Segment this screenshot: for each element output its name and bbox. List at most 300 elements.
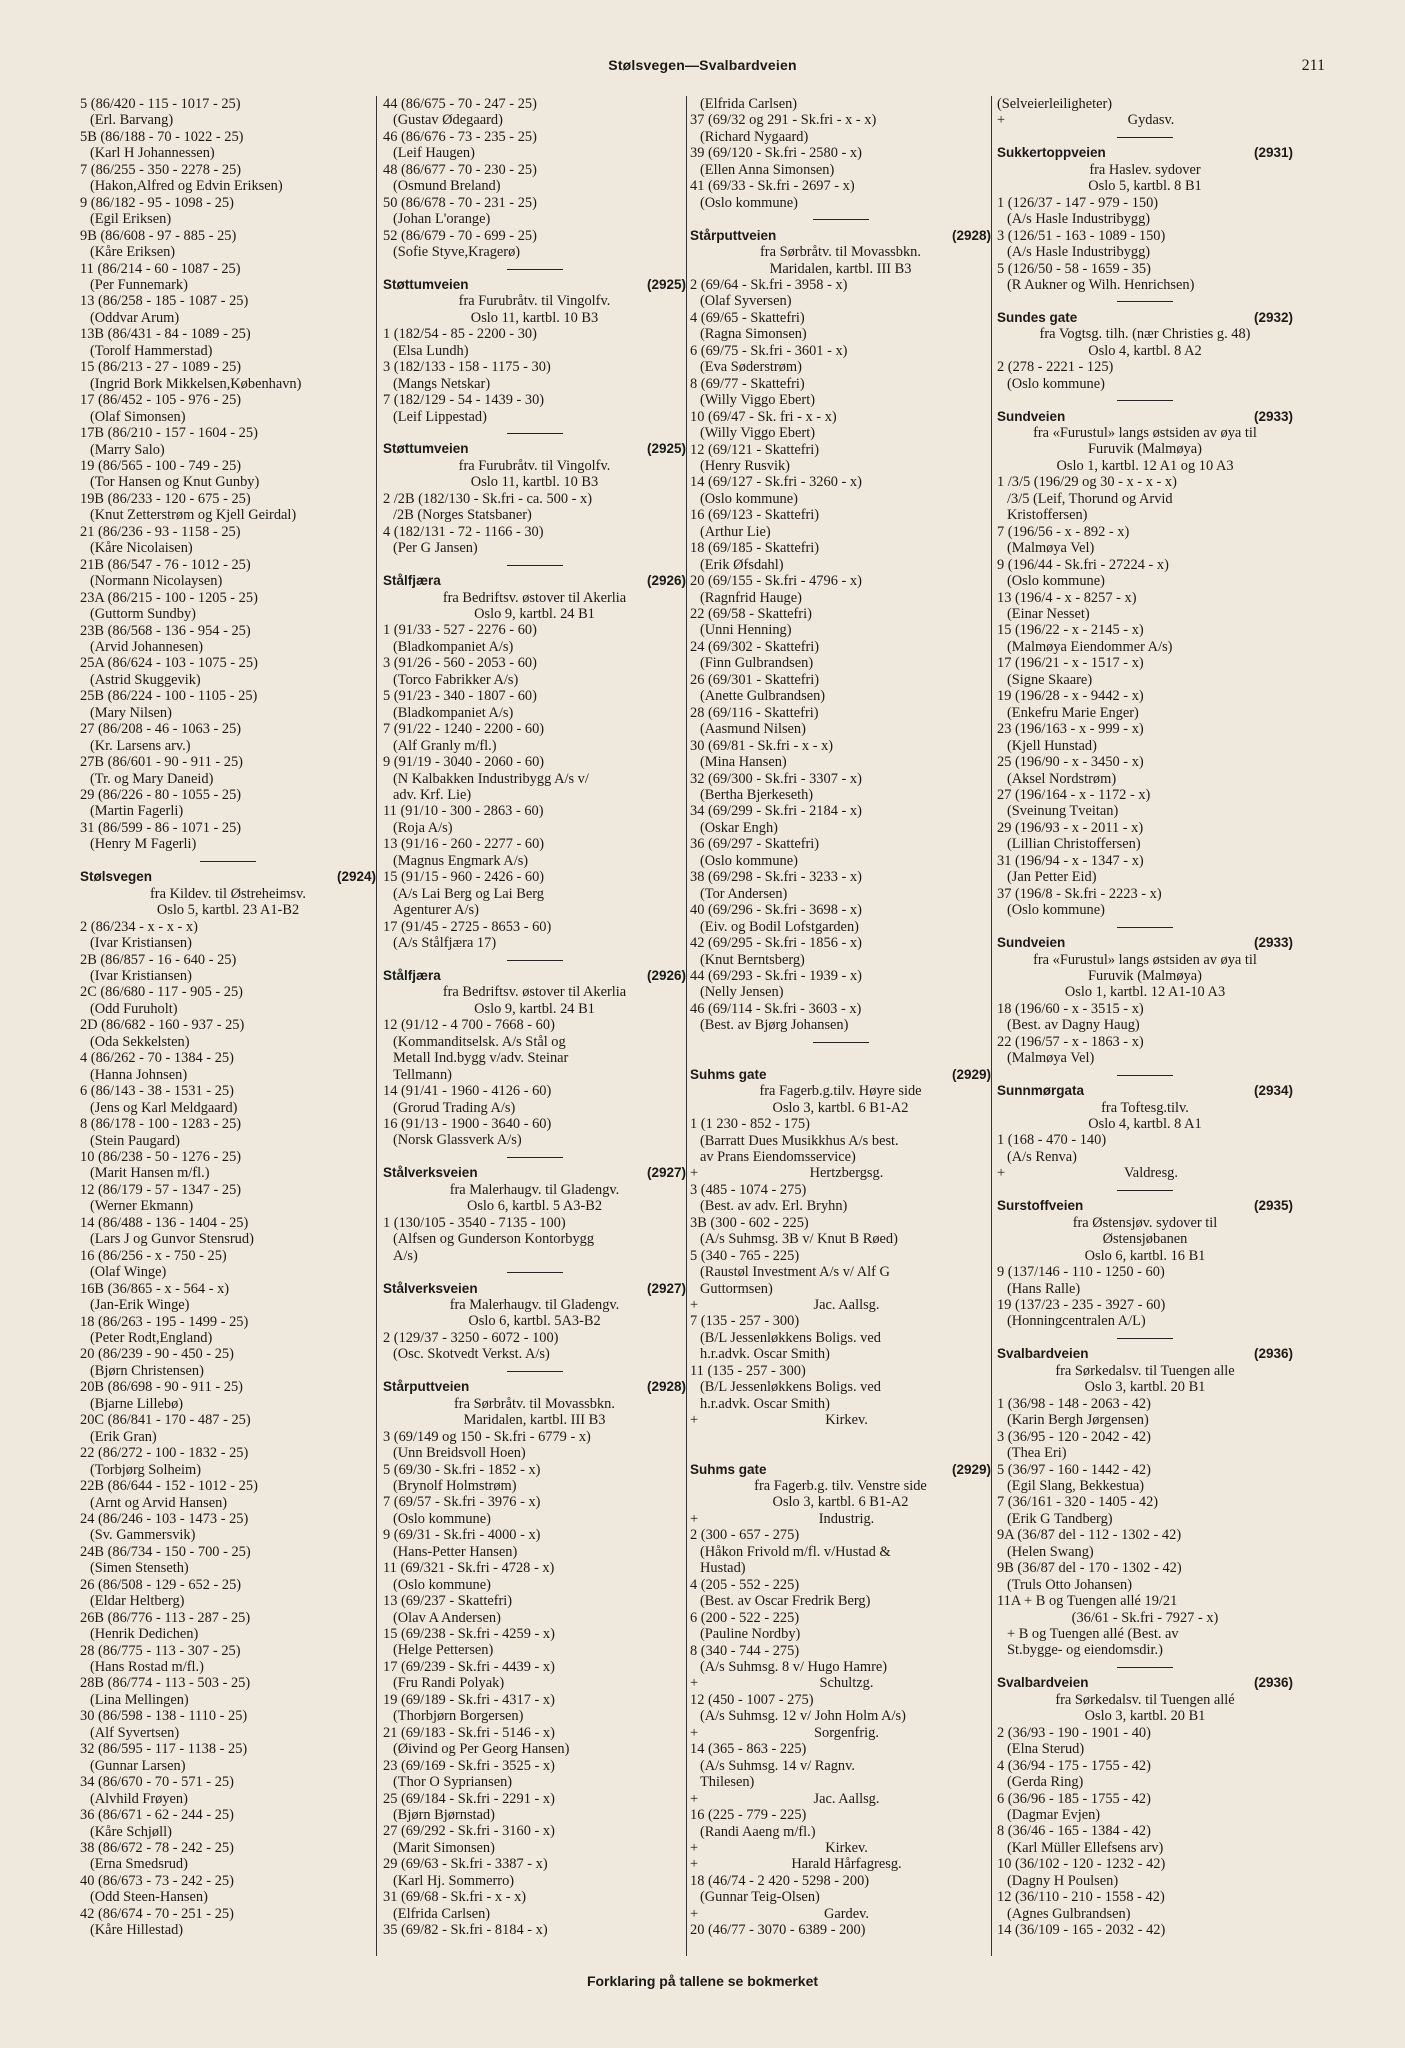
owner-line: (A/s Hasle Industribygg) [1007, 244, 1151, 261]
owner-line: (Olaf Syversen) [700, 293, 792, 310]
owner-line: (Gustav Ødegaard) [393, 112, 503, 129]
property-entry: 9 (86/182 - 95 - 1098 - 25) [80, 194, 234, 211]
spacer [690, 1429, 991, 1445]
column-4 [997, 96, 1293, 1956]
property-entry: 20 (86/239 - 90 - 450 - 25) [80, 1346, 234, 1363]
street-name: Stålverksveien [383, 1280, 478, 1296]
street-heading [997, 1198, 1293, 1214]
property-entry: 7 (196/56 - x - 892 - x) [997, 523, 1130, 540]
property-entry: 23 (196/163 - x - 999 - x) [997, 721, 1144, 738]
property-entry: 44 (86/675 - 70 - 247 - 25) [383, 96, 537, 112]
street-code: (2927) [646, 1280, 686, 1296]
property-entry: 16B (36/865 - x - 564 - x) [80, 1280, 230, 1297]
property-entry: 8 (36/46 - 165 - 1384 - 42) [997, 1823, 1151, 1840]
property-entry: 30 (69/81 - Sk.fri - x - x) [690, 737, 834, 754]
property-entry: 19 (137/23 - 235 - 3927 - 60) [997, 1296, 1166, 1313]
street-code: (2925) [646, 276, 686, 292]
property-entry: 24 (86/246 - 103 - 1473 - 25) [80, 1510, 249, 1527]
property-entry: 17 (91/45 - 2725 - 8653 - 60) [383, 918, 552, 935]
owner-line: (Elsa Lundh) [393, 342, 469, 359]
owner-line: (Oda Sekkelsten) [90, 1033, 190, 1050]
owner-line: (Marit Hansen m/fl.) [90, 1165, 210, 1182]
property-entry: 5 (126/50 - 58 - 1659 - 35) [997, 260, 1151, 277]
property-entry: 38 (86/672 - 78 - 242 - 25) [80, 1840, 234, 1857]
property-entry: 31 (196/94 - x - 1347 - x) [997, 852, 1144, 869]
street-heading [997, 935, 1293, 951]
property-entry: 8 (86/178 - 100 - 1283 - 25) [80, 1116, 242, 1133]
property-entry: 14 (365 - 863 - 225) [690, 1741, 807, 1758]
property-entry: 13 (86/258 - 185 - 1087 - 25) [80, 293, 249, 310]
owner-line: (Norsk Glassverk A/s) [393, 1132, 522, 1149]
street-code: (2926) [646, 967, 686, 983]
street-description: Oslo 3, kartbl. 20 B1 [1084, 1379, 1206, 1396]
owner-line: (Alfsen og Gunderson Kontorbygg [393, 1231, 595, 1248]
property-entry: 24 (69/302 - Skattefri) [690, 638, 820, 655]
owner-line: (Per Funnemark) [90, 276, 188, 293]
property-entry: 18 (86/263 - 195 - 1499 - 25) [80, 1313, 249, 1330]
property-entry: 5B (86/188 - 70 - 1022 - 25) [80, 128, 244, 145]
cross-street-name: Gardev. [823, 1905, 869, 1922]
property-entry: 34 (86/670 - 70 - 571 - 25) [80, 1774, 234, 1791]
property-entry: (Selveierleiligheter) [997, 96, 1113, 112]
owner-line: (Oslo kommune) [393, 1576, 491, 1593]
owner-line: (Unni Henning) [700, 622, 792, 639]
property-entry: 3 (485 - 1074 - 275) [690, 1181, 807, 1198]
cross-street-name: Kirkev. [825, 1839, 868, 1856]
street-description: fra Sørbråtv. til Movassbkn. [454, 1395, 615, 1412]
cross-street-line [690, 1856, 991, 1872]
street-heading [997, 145, 1293, 161]
street-description: fra Furubråtv. til Vingolfv. [458, 457, 611, 474]
property-entry: 32 (86/595 - 117 - 1138 - 25) [80, 1741, 248, 1758]
property-entry: 31 (69/68 - Sk.fri - x - x) [383, 1889, 527, 1906]
street-description: fra «Furustul» langs østsiden av øya til [1033, 425, 1257, 442]
property-entry: 24B (86/734 - 150 - 700 - 25) [80, 1543, 251, 1560]
property-entry: 34 (69/299 - Sk.fri - 2184 - x) [690, 803, 862, 820]
owner-line: (Karl Müller Ellefsens arv) [1007, 1839, 1164, 1856]
owner-line: (Best. av Oscar Fredrik Berg) [700, 1593, 871, 1610]
property-entry: 12 (36/110 - 210 - 1558 - 42) [997, 1889, 1165, 1906]
section-divider [997, 129, 1293, 145]
owner-line: (Alf Granly m/fl.) [393, 737, 497, 754]
owner-line: (Tor Hansen og Knut Gunby) [90, 474, 260, 491]
owner-line: (Eva Søderstrøm) [700, 359, 802, 376]
owner-line: (Malmøya Eiendommer A/s) [1007, 638, 1173, 655]
property-entry: 19 (196/28 - x - 9442 - x) [997, 688, 1144, 705]
owner-line: (Malmøya Vel) [1007, 540, 1095, 557]
street-heading [80, 869, 376, 885]
owner-line: (Kåre Hillestad) [90, 1922, 184, 1939]
street-code: (2933) [1253, 408, 1293, 424]
property-entry: 14 (69/127 - Sk.fri - 3260 - x) [690, 474, 862, 491]
street-description: Oslo 9, kartbl. 24 B1 [474, 1000, 595, 1017]
property-entry: 39 (69/120 - Sk.fri - 2580 - x) [690, 145, 862, 162]
owner-line: (Oslo kommune) [700, 194, 798, 211]
property-entry: 35 (69/82 - Sk.fri - 8184 - x) [383, 1922, 548, 1939]
property-entry: 17 (86/452 - 105 - 976 - 25) [80, 392, 242, 409]
property-entry: 23 (69/169 - Sk.fri - 3525 - x) [383, 1757, 555, 1774]
owner-line: (A/s Lai Berg og Lai Berg [393, 885, 544, 902]
street-description: fra Furubråtv. til Vingolfv. [458, 293, 611, 310]
owner-line: (Oslo kommune) [700, 490, 798, 507]
street-heading [997, 310, 1293, 326]
owner-line: (A/s Stålfjæra 17) [393, 935, 497, 952]
property-entry: 5 (36/97 - 160 - 1442 - 42) [997, 1461, 1151, 1478]
street-heading [383, 1165, 686, 1181]
owner-line: (Knut Berntsberg) [700, 951, 805, 968]
owner-line: (Roja A/s) [393, 819, 453, 836]
owner-line: (A/s Suhmsg. 12 v/ John Holm A/s) [700, 1708, 906, 1725]
owner-line: (Brynolf Holmstrøm) [393, 1477, 517, 1494]
owner-line: (Henry M Fagerli) [90, 836, 197, 853]
property-entry: 25B (86/224 - 100 - 1105 - 25) [80, 688, 258, 705]
property-entry: 10 (86/238 - 50 - 1276 - 25) [80, 1148, 242, 1165]
owner-line: (Helge Pettersen) [393, 1642, 494, 1659]
section-divider [997, 1659, 1293, 1675]
owner-line: (Osc. Skotvedt Verkst. A/s) [393, 1346, 550, 1363]
owner-line: (Johan L'orange) [393, 211, 491, 228]
property-entry: 13 (91/16 - 260 - 2277 - 60) [383, 836, 545, 853]
property-entry: 40 (69/296 - Sk.fri - 3698 - x) [690, 902, 862, 919]
owner-line: Tellmann) [393, 1066, 452, 1083]
owner-line: (Osmund Breland) [393, 178, 501, 195]
street-name: Svalbardveien [997, 1346, 1089, 1362]
street-name: Stålfjæra [383, 967, 441, 983]
cross-street-line [690, 1165, 991, 1181]
owner-line: (Egil Eriksen) [90, 211, 172, 228]
street-description: fra Malerhaugv. til Gladengv. [449, 1296, 620, 1313]
owner-line: (Einar Nesset) [1007, 606, 1090, 622]
property-entry: 2 (129/37 - 3250 - 6072 - 100) [383, 1329, 559, 1346]
owner-line: (Kommanditselsk. A/s Stål og [393, 1033, 566, 1050]
property-entry: 12 (69/121 - Skattefri) [690, 441, 820, 458]
property-entry: 5 (91/23 - 340 - 1807 - 60) [383, 688, 537, 705]
property-entry: 40 (86/673 - 73 - 242 - 25) [80, 1872, 234, 1889]
property-entry: 52 (86/679 - 70 - 699 - 25) [383, 227, 537, 244]
property-entry: 9A (36/87 del - 112 - 1302 - 42) [997, 1527, 1182, 1544]
owner-line: (Raustøl Investment A/s v/ Alf G [700, 1264, 890, 1281]
owner-line: (Eldar Heltberg) [90, 1593, 185, 1610]
owner-line: (Kåre Schjøll) [90, 1823, 172, 1840]
property-entry: 22 (69/58 - Skattefri) [690, 606, 812, 623]
page-number: 211 [1301, 57, 1325, 74]
property-entry: 6 (200 - 522 - 225) [690, 1609, 800, 1626]
property-entry: 2 (86/234 - x - x - x) [80, 918, 198, 935]
owner-line: (Ivar Kristiansen) [90, 968, 192, 984]
property-entry: 42 (69/295 - Sk.fri - 1856 - x) [690, 935, 862, 952]
owner-line: (Erik Gran) [90, 1428, 157, 1445]
property-entry: 9 (69/31 - Sk.fri - 4000 - x) [383, 1527, 541, 1544]
plus-marker: + [690, 1905, 699, 1922]
section-divider [80, 853, 376, 869]
owner-line: (Astrid Skuggevik) [90, 671, 201, 688]
owner-line: (Oslo kommune) [700, 852, 798, 869]
cross-street-line [997, 1165, 1293, 1181]
street-code: (2933) [1253, 935, 1293, 951]
owner-line: (Best. av Dagny Haug) [1007, 1017, 1140, 1034]
owner-line: Kristoffersen) [1007, 507, 1088, 524]
plus-marker: + [690, 1839, 699, 1856]
owner-line: (Oslo kommune) [1007, 902, 1105, 919]
property-entry: 12 (86/179 - 57 - 1347 - 25) [80, 1181, 242, 1198]
property-entry: 28B (86/774 - 113 - 503 - 25) [80, 1675, 251, 1692]
street-description: (36/61 - Sk.fri - 7927 - x) [1071, 1609, 1219, 1626]
property-entry: 1 (91/33 - 527 - 2276 - 60) [383, 622, 537, 639]
owner-line: (Henrik Dedichen) [90, 1626, 199, 1643]
property-entry: 27 (69/292 - Sk.fri - 3160 - x) [383, 1823, 555, 1840]
owner-line: (Karl H Johannessen) [90, 145, 215, 162]
property-entry: 16 (86/256 - x - 750 - 25) [80, 1247, 227, 1264]
property-entry: 9B (86/608 - 97 - 885 - 25) [80, 227, 237, 244]
spacer [690, 1445, 991, 1461]
owner-line: (Mary Nilsen) [90, 704, 172, 721]
owner-line: (Jens og Karl Meldgaard) [90, 1099, 238, 1116]
owner-line: (Helen Swang) [1007, 1543, 1094, 1560]
property-entry: 2B (86/857 - 16 - 640 - 25) [80, 951, 237, 968]
street-description: fra Sørbråtv. til Movassbkn. [760, 244, 921, 261]
owner-line: (Kjell Hunstad) [1007, 737, 1097, 754]
owner-line: adv. Krf. Lie) [393, 786, 472, 803]
street-description: Oslo 4, kartbl. 8 A1 [1088, 1116, 1202, 1133]
owner-line: (Oddvar Arum) [90, 309, 180, 326]
street-code: (2929) [951, 1066, 991, 1082]
property-entry: 5 (340 - 765 - 225) [690, 1247, 800, 1264]
owner-line: (A/s Hasle Industribygg) [1007, 211, 1151, 228]
owner-line: (Øivind og Per Georg Hansen) [393, 1741, 570, 1758]
owner-line: (Olaf Simonsen) [90, 408, 186, 425]
owner-line: (Tor Andersen) [700, 885, 788, 902]
plus-marker: + [690, 1165, 699, 1182]
owner-line: (Best. av Bjørg Johansen) [700, 1017, 849, 1034]
property-entry: 9 (196/44 - Sk.fri - 27224 - x) [997, 556, 1169, 573]
property-entry: 14 (91/41 - 1960 - 4126 - 60) [383, 1083, 552, 1100]
property-entry: 28 (69/116 - Skattefri) [690, 704, 819, 721]
property-entry: 2 (36/93 - 190 - 1901 - 40) [997, 1724, 1151, 1741]
street-description: Oslo 11, kartbl. 10 B3 [470, 474, 599, 491]
street-description: Furuvik (Malmøya) [1088, 967, 1202, 984]
owner-line: (Per G Jansen) [393, 540, 478, 557]
owner-line: (Erna Smedsrud) [90, 1856, 188, 1873]
property-entry: 36 (69/297 - Skattefri) [690, 836, 820, 853]
street-code: (2927) [646, 1165, 686, 1181]
owner-line: (Jan Petter Eid) [1007, 869, 1097, 886]
owner-line: (Hans Ralle) [1007, 1280, 1081, 1297]
property-entry: 9B (36/87 del - 170 - 1302 - 42) [997, 1560, 1182, 1577]
street-description: Oslo 3, kartbl. 20 B1 [1084, 1708, 1206, 1725]
street-heading [997, 1675, 1293, 1691]
street-name: Stårputtveien [383, 1379, 470, 1395]
plus-marker: + [690, 1724, 699, 1741]
property-entry: 7 (69/57 - Sk.fri - 3976 - x) [383, 1494, 541, 1511]
street-code: (2929) [951, 1461, 991, 1477]
owner-line: (Simen Stenseth) [90, 1560, 189, 1577]
owner-line: (Karl Hj. Sommerro) [393, 1872, 515, 1889]
cross-street-name: Jac. Aallsg. [813, 1297, 880, 1314]
owner-line: (Agnes Gulbrandsen) [1007, 1905, 1131, 1922]
owner-line: (Sofie Styve,Kragerø) [393, 244, 521, 261]
owner-line: (B/L Jessenløkkens Boligs. ved [700, 1379, 881, 1396]
cross-street-name: Hertzbergsg. [809, 1165, 884, 1182]
property-entry: 22 (86/272 - 100 - 1832 - 25) [80, 1445, 249, 1462]
street-description: fra Vogtsg. tilh. (nær Christies g. 48) [1039, 326, 1251, 343]
street-description: Oslo 3, kartbl. 6 B1-A2 [772, 1099, 909, 1116]
street-heading [383, 1379, 686, 1395]
owner-line: (N Kalbakken Industribygg A/s v/ [393, 770, 589, 787]
property-entry: 32 (69/300 - Sk.fri - 3307 - x) [690, 770, 862, 787]
property-entry: 7 (182/129 - 54 - 1439 - 30) [383, 392, 545, 409]
owner-line: (Arvid Johannesen) [90, 638, 204, 655]
owner-line: (Grorud Trading A/s) [393, 1099, 516, 1116]
property-entry: 22B (86/644 - 152 - 1012 - 25) [80, 1478, 258, 1495]
street-name: Stålfjæra [383, 573, 441, 589]
owner-line: (Elfrida Carlsen) [393, 1905, 491, 1922]
street-name: Surstoffveien [997, 1198, 1084, 1214]
cross-street-name: Jac. Aallsg. [813, 1790, 880, 1807]
street-heading [997, 1346, 1293, 1362]
property-entry: 1 (182/54 - 85 - 2200 - 30) [383, 326, 537, 343]
street-description: fra Malerhaugv. til Gladengv. [449, 1181, 620, 1198]
owner-line: (Enkefru Marie Enger) [1007, 704, 1139, 721]
section-divider [997, 1067, 1293, 1083]
property-entry: 7 (135 - 257 - 300) [690, 1313, 800, 1330]
property-entry: 23A (86/215 - 100 - 1205 - 25) [80, 589, 258, 606]
owner-line: (B/L Jessenløkkens Boligs. ved [700, 1329, 881, 1346]
section-divider [383, 1264, 686, 1280]
street-name: Stølsvegen [80, 869, 153, 885]
property-entry: 4 (36/94 - 175 - 1755 - 42) [997, 1757, 1151, 1774]
property-entry: 37 (196/8 - Sk.fri - 2223 - x) [997, 885, 1162, 902]
owner-line: (Erl. Barvang) [90, 112, 174, 129]
property-entry: 15 (196/22 - x - 2145 - x) [997, 622, 1144, 639]
street-description: fra Fagerb.g.tilv. Høyre side [759, 1083, 922, 1100]
section-divider [690, 211, 991, 227]
property-entry: 21 (86/236 - 93 - 1158 - 25) [80, 523, 241, 540]
street-name: Svalbardveien [997, 1675, 1089, 1691]
owner-line: (A/s Suhmsg. 3B v/ Knut B Røed) [700, 1231, 898, 1248]
directory-columns [80, 96, 1320, 1956]
cross-street-name: Harald Hårfagresg. [791, 1856, 902, 1873]
street-description: Østensjøbanen [1102, 1231, 1188, 1248]
footer-note: Forklaring på tallene se bokmerket [586, 1973, 819, 1989]
owner-line: h.r.advk. Oscar Smith) [700, 1395, 830, 1412]
owner-line: (Truls Otto Johansen) [1007, 1576, 1132, 1593]
owner-line: (Odd Steen-Hansen) [90, 1889, 208, 1906]
property-entry: 11A + B og Tuengen allé 19/21 [997, 1593, 1178, 1610]
column-2 [383, 96, 687, 1956]
street-description: fra Sørkedalsv. til Tuengen alle [1055, 1362, 1235, 1379]
section-divider [997, 392, 1293, 408]
street-code: (2928) [951, 227, 991, 243]
owner-line: av Prans Eiendomsservice) [700, 1148, 856, 1165]
section-divider [690, 1034, 991, 1050]
owner-line: (Nelly Jensen) [700, 984, 784, 1001]
cross-street-line [690, 1511, 991, 1527]
plus-marker: + [997, 1165, 1006, 1182]
street-code: (2931) [1253, 145, 1293, 161]
street-description: fra Østensjøv. sydover til [1072, 1214, 1218, 1231]
street-heading [997, 409, 1293, 425]
street-description: Oslo 6, kartbl. 5 A3-B2 [466, 1198, 603, 1215]
street-code: (2928) [646, 1379, 686, 1395]
property-entry: 6 (86/143 - 38 - 1531 - 25) [80, 1083, 234, 1100]
property-entry: 11 (86/214 - 60 - 1087 - 25) [80, 260, 241, 277]
owner-line: (Stein Paugard) [90, 1132, 180, 1149]
property-entry: 7 (36/161 - 320 - 1405 - 42) [997, 1494, 1159, 1511]
owner-line: (Anette Gulbrandsen) [700, 688, 826, 705]
owner-line: + B og Tuengen allé (Best. av [1007, 1626, 1179, 1643]
property-entry: 2 (300 - 657 - 275) [690, 1527, 800, 1544]
owner-line: (Håkon Frivold m/fl. v/Hustad & [700, 1543, 891, 1560]
owner-line: (Hans Rostad m/fl.) [90, 1659, 204, 1676]
owner-line: (Arnt og Arvid Hansen) [90, 1494, 228, 1511]
owner-line: (Lillian Christoffersen) [1007, 836, 1141, 853]
cross-street-line [997, 112, 1293, 128]
cross-street-line [690, 1725, 991, 1741]
property-entry: 48 (86/677 - 70 - 230 - 25) [383, 161, 537, 178]
property-entry: 14 (36/109 - 165 - 2032 - 42) [997, 1922, 1166, 1939]
owner-line: (Gunnar Larsen) [90, 1757, 186, 1774]
cross-street-name: Industrig. [818, 1510, 875, 1527]
property-entry: 1 /3/5 (196/29 og 30 - x - x - x) [997, 474, 1177, 491]
property-entry: 29 (196/93 - x - 2011 - x) [997, 819, 1144, 836]
property-entry: 16 (91/13 - 1900 - 3640 - 60) [383, 1116, 552, 1133]
owner-line: (Oslo kommune) [393, 1510, 491, 1527]
street-description: Oslo 6, kartbl. 5A3-B2 [468, 1313, 601, 1330]
street-description: Oslo 6, kartbl. 16 B1 [1084, 1247, 1206, 1264]
owner-line: (Willy Viggo Ebert) [700, 392, 815, 409]
owner-line: (Hans-Petter Hansen) [393, 1543, 518, 1560]
property-entry: 17B (86/210 - 157 - 1604 - 25) [80, 425, 258, 442]
property-entry: 23B (86/568 - 136 - 954 - 25) [80, 622, 251, 639]
street-name: Støttumveien [383, 441, 469, 457]
street-heading [690, 1067, 991, 1083]
owner-line: (Ivar Kristiansen) [90, 935, 192, 952]
property-entry: 17 (69/239 - Sk.fri - 4439 - x) [383, 1658, 555, 1675]
property-entry: 46 (69/114 - Sk.fri - 3603 - x) [690, 1000, 862, 1017]
owner-line: (Dagny H Poulsen) [1007, 1872, 1119, 1889]
owner-line: Agenturer A/s) [393, 902, 479, 919]
owner-line: (Marit Simonsen) [393, 1839, 495, 1856]
property-entry: 1 (168 - 470 - 140) [997, 1132, 1107, 1149]
owner-line: (Tr. og Mary Daneid) [90, 770, 214, 787]
owner-line: (Ragnfrid Hauge) [700, 589, 802, 606]
cross-street-name: Gydasv. [1127, 112, 1175, 129]
cross-street-name: Valdresg. [1124, 1165, 1178, 1182]
property-entry: 21 (69/183 - Sk.fri - 5146 - x) [383, 1724, 555, 1741]
owner-line: h.r.advk. Oscar Smith) [700, 1346, 830, 1363]
owner-line: (Thea Eri) [1007, 1445, 1067, 1462]
owner-line: (Olav A Andersen) [393, 1609, 501, 1626]
property-entry: 17 (196/21 - x - 1517 - x) [997, 655, 1144, 672]
property-entry: 18 (196/60 - x - 3515 - x) [997, 1000, 1144, 1017]
property-entry: 38 (69/298 - Sk.fri - 3233 - x) [690, 869, 862, 886]
property-entry: 2 (278 - 2221 - 125) [997, 359, 1114, 376]
owner-line: (Bjørn Bjørnstad) [393, 1807, 495, 1824]
property-entry: 22 (196/57 - x - 1863 - x) [997, 1033, 1144, 1050]
property-entry: 15 (86/213 - 27 - 1089 - 25) [80, 359, 242, 376]
property-entry: 21B (86/547 - 76 - 1012 - 25) [80, 556, 251, 573]
property-entry: 12 (91/12 - 4 700 - 7668 - 60) [383, 1017, 555, 1034]
property-entry: 13 (196/4 - x - 8257 - x) [997, 589, 1137, 606]
plus-marker: + [690, 1856, 699, 1873]
property-entry: 25A (86/624 - 103 - 1075 - 25) [80, 655, 258, 672]
owner-line: (Thorbjørn Borgersen) [393, 1708, 524, 1725]
spacer [690, 1050, 991, 1066]
owner-line: (Martin Fagerli) [90, 803, 184, 820]
property-entry: 3 (126/51 - 163 - 1089 - 150) [997, 227, 1166, 244]
section-divider [997, 1182, 1293, 1198]
column-3 [690, 96, 992, 1956]
